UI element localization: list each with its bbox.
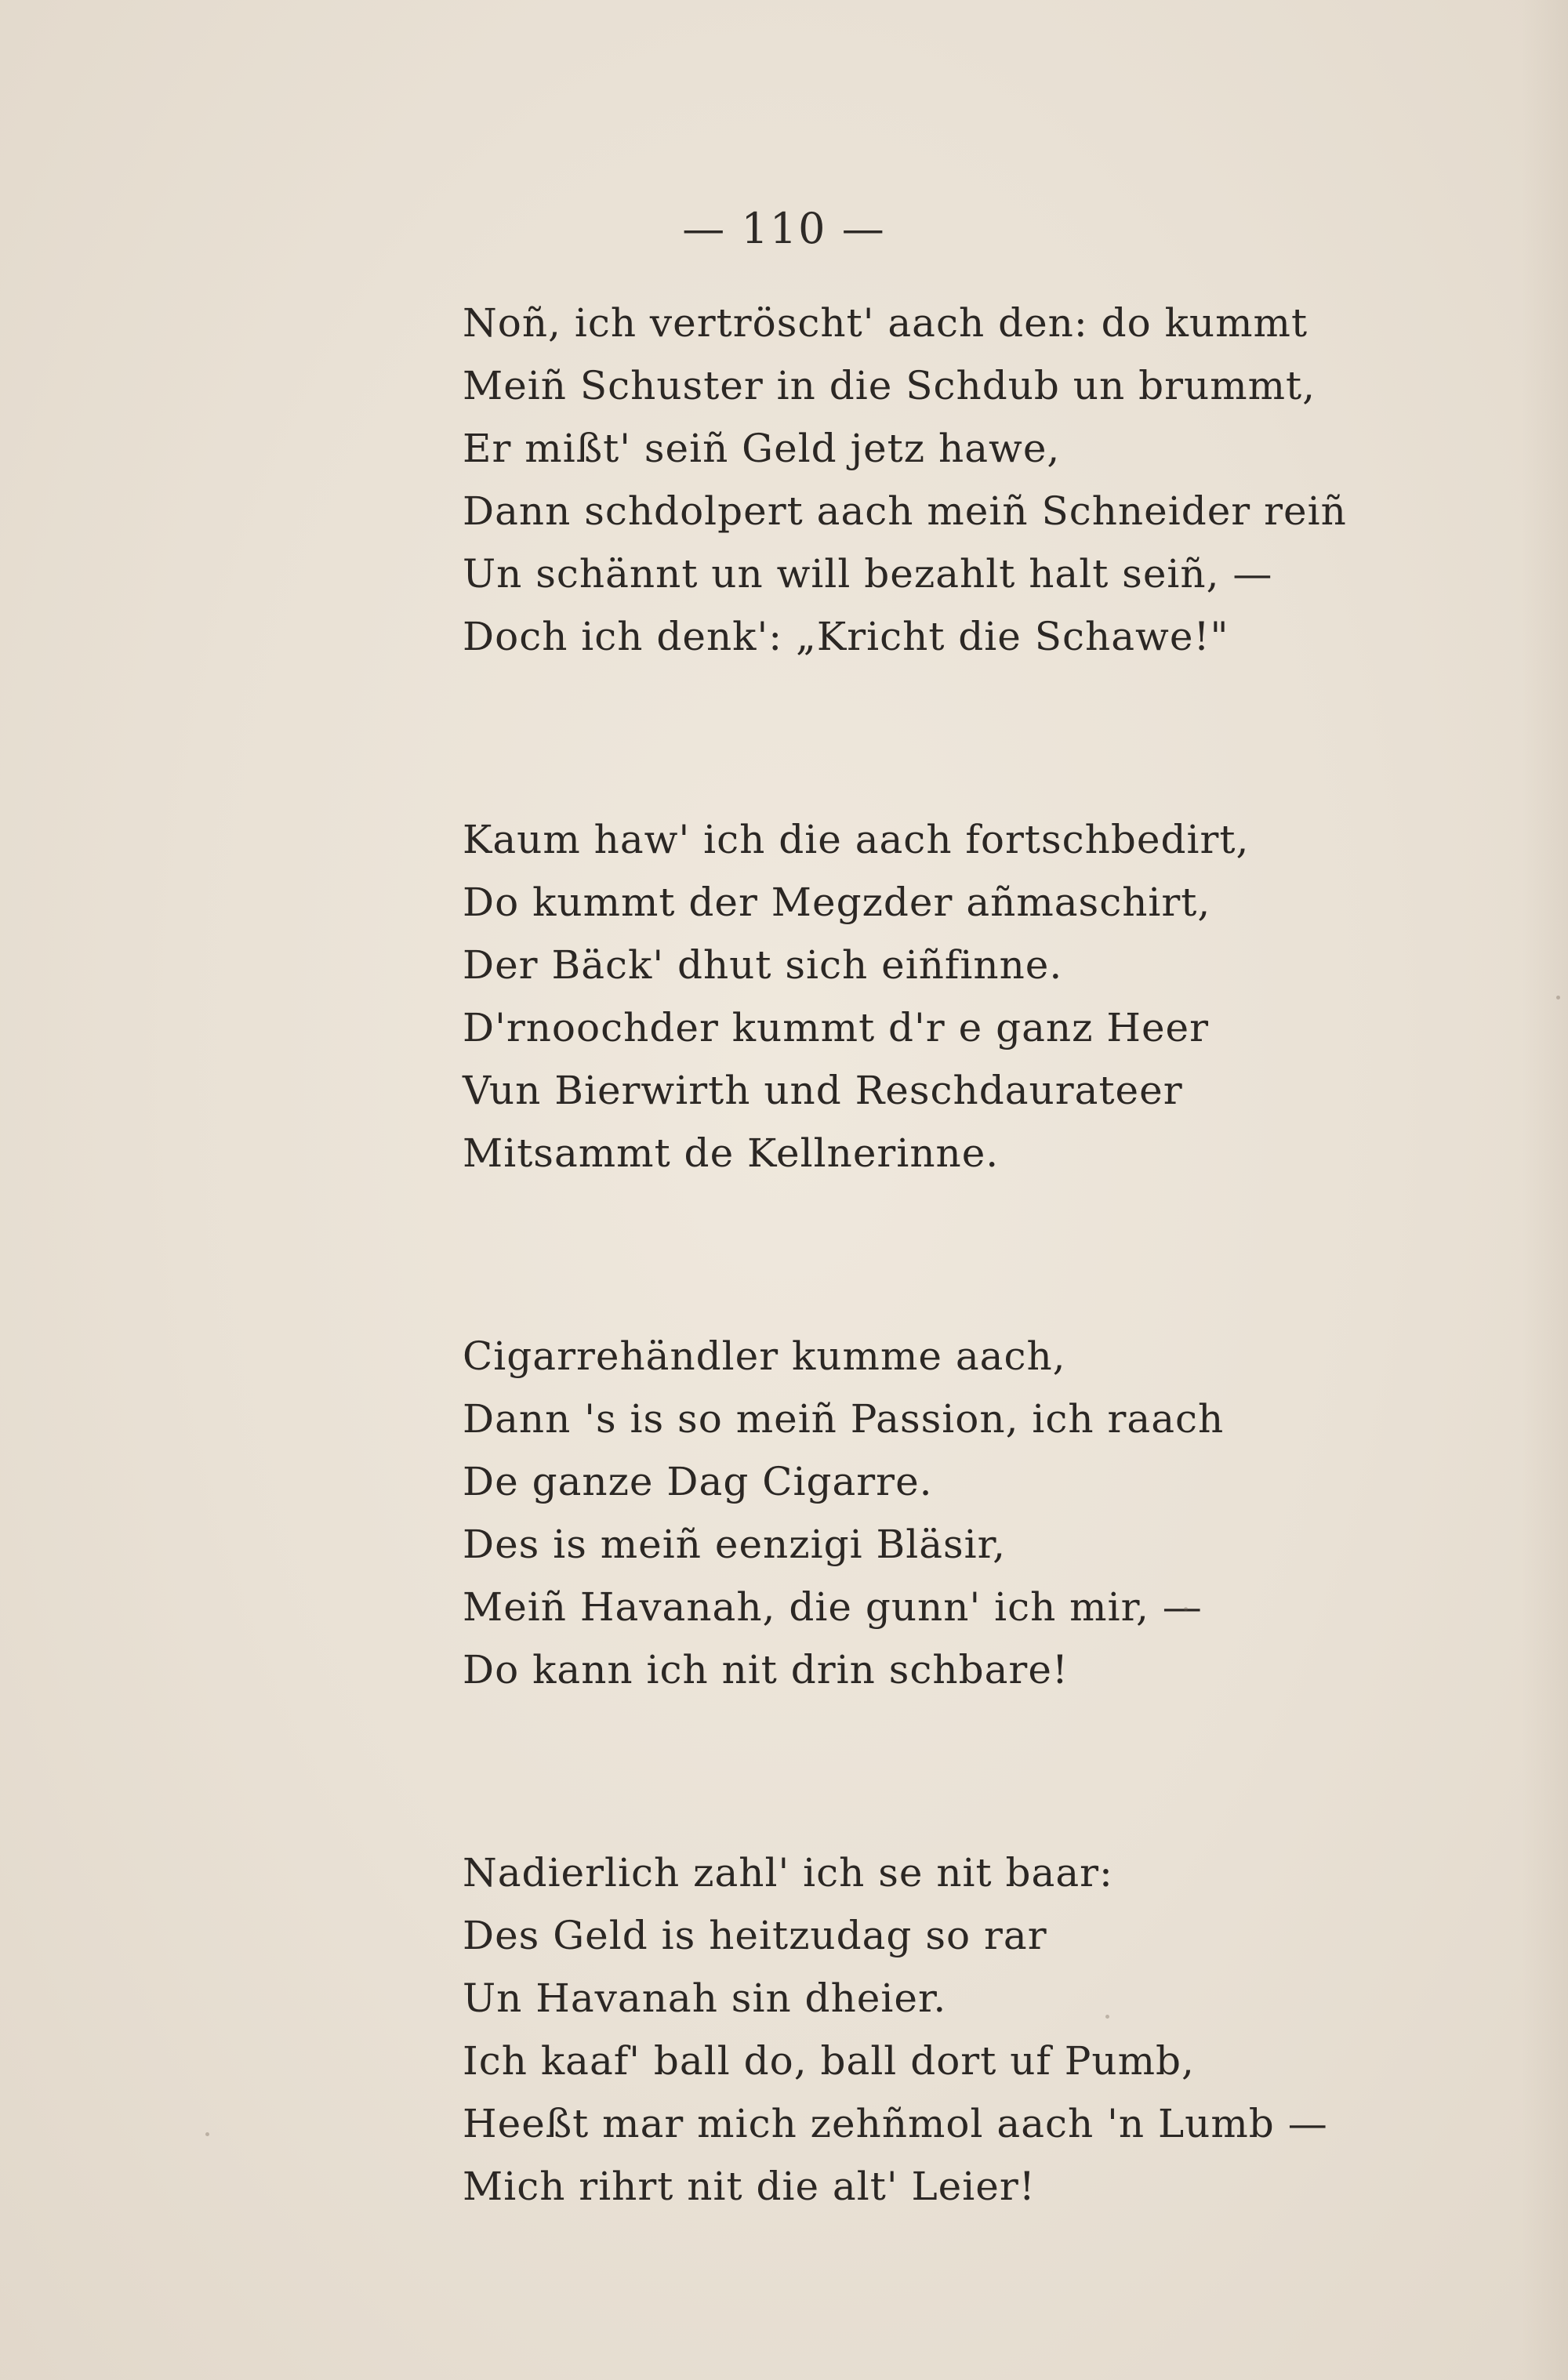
poem-line: D'rnoochder kummt d'r e ganz Heer — [463, 1005, 1210, 1050]
stanza-3 — [463, 1325, 1403, 1701]
poem-line: Dann 's is so meiñ Passion, ich raach — [463, 1396, 1225, 1442]
poem-line: Kaum haw' ich die aach fortschbedirt, — [463, 817, 1250, 862]
page-number: — 110 — — [682, 204, 886, 253]
poem-line: Des is meiñ eenzigi Bläsir, — [463, 1522, 1006, 1567]
paper-speck — [1184, 1607, 1188, 1611]
poem-line: Der Bäck' dhut sich eiñfinne. — [463, 942, 1063, 988]
poem-line: Des Geld is heitzudag so rar — [463, 1913, 1047, 1958]
stanza-4 — [463, 1841, 1403, 2218]
poem-line: Do kann ich nit drin schbare! — [463, 1647, 1069, 1692]
poem-line: Meiñ Havanah, die gunn' ich mir, — — [463, 1584, 1203, 1630]
poem-line: Mich rihrt nit die alt' Leier! — [463, 2164, 1036, 2209]
poem-line: Mitsammt de Kellnerinne. — [463, 1130, 1000, 1176]
poem-line: Er mißt' seiñ Geld jetz hawe, — [463, 426, 1061, 471]
poem-line: Noñ, ich vertröscht' aach den: do kummt — [463, 300, 1308, 346]
poem-line: De ganze Dag Cigarre. — [463, 1459, 933, 1504]
paper-speck — [205, 2132, 209, 2136]
paper-speck — [1556, 996, 1560, 1000]
poem-line: Heeßt mar mich zehñmol aach 'n Lumb — — [463, 2101, 1328, 2146]
page-edge-shadow — [1521, 0, 1568, 2380]
poem-line: Un Havanah sin dheier. — [463, 1975, 947, 2021]
poem-line: Vun Bierwirth und Reschdaurateer — [463, 1068, 1183, 1113]
poem-line: Doch ich denk': „Kricht die Schawe!" — [463, 614, 1229, 659]
poem-line: Do kummt der Megzder añmaschirt, — [463, 880, 1211, 925]
poem-line: Meiñ Schuster in die Schdub un brummt, — [463, 363, 1316, 408]
stanza-2 — [463, 808, 1403, 1185]
poem-line: Ich kaaf' ball do, ball dort uf Pumb, — [463, 2038, 1195, 2084]
poem-line: Cigarrehändler kumme aach, — [463, 1333, 1066, 1379]
poem — [463, 292, 1403, 2358]
paper-speck — [1105, 2015, 1109, 2019]
poem-line: Nadierlich zahl' ich se nit baar: — [463, 1850, 1113, 1896]
poem-line: Dann schdolpert aach meiñ Schneider reiñ — [463, 488, 1347, 534]
stanza-1 — [463, 292, 1403, 668]
poem-line: Un schännt un will bezahlt halt seiñ, — — [463, 551, 1273, 597]
